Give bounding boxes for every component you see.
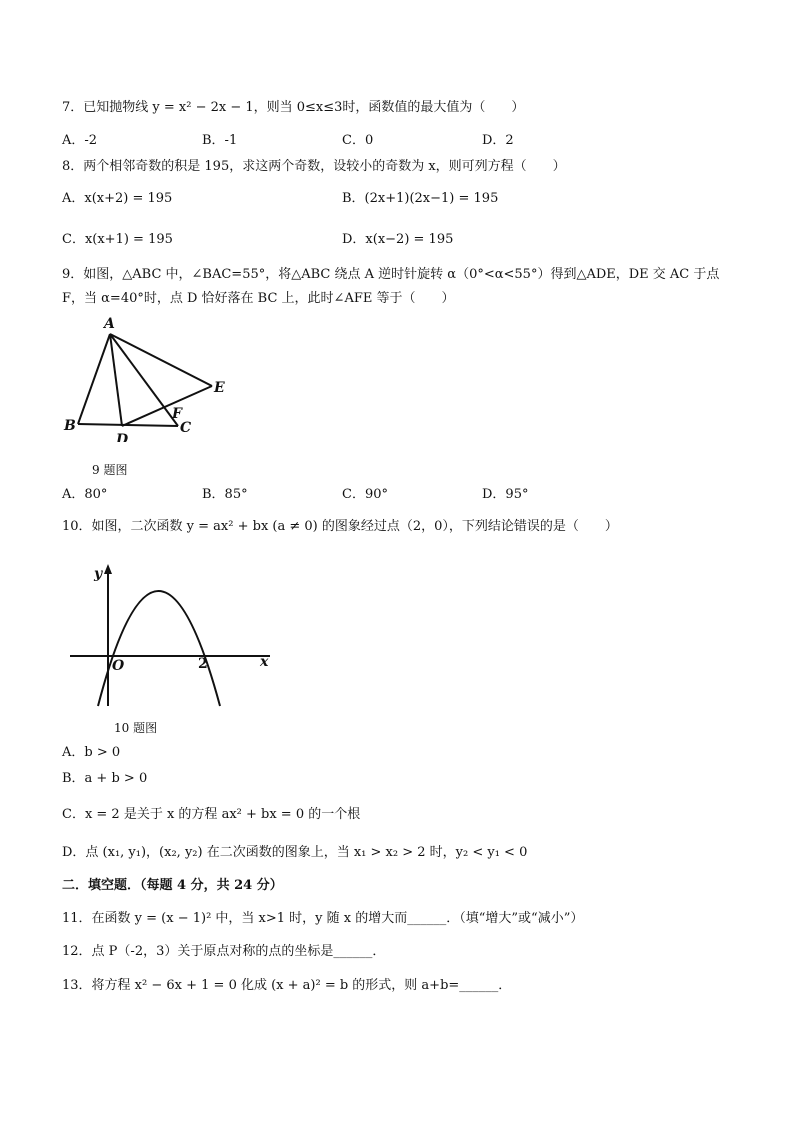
q10-option-b: B．a + b > 0 xyxy=(62,771,148,786)
q10-parabola-figure xyxy=(62,556,282,716)
q10-label-y: y xyxy=(94,566,103,582)
q9-label-b: B xyxy=(64,418,76,434)
q10-figure-caption: 10 题图 xyxy=(114,721,158,735)
question-7-stem: 7．已知抛物线 y = x² − 2x − 1，则当 0≤x≤3时，函数值的最大值为（ ） xyxy=(62,100,525,115)
q7-option-d: D．2 xyxy=(482,133,514,148)
q8-option-a: A．x(x+2) = 195 xyxy=(62,191,173,206)
section-2-title: 二．填空题．（每题 4 分，共 24 分） xyxy=(62,878,283,893)
q9-figure-caption: 9 题图 xyxy=(92,463,128,477)
q10-label-x: x xyxy=(260,654,269,670)
question-8-stem: 8．两个相邻奇数的积是 195，求这两个奇数，设较小的奇数为 x，则可列方程（ ） xyxy=(62,159,566,174)
q9-option-b: B．85° xyxy=(202,487,248,502)
q7-option-a: A．-2 xyxy=(62,133,98,148)
question-9-stem-line2: F，当 α=40°时，点 D 恰好落在 BC 上，此时∠AFE 等于（ ） xyxy=(62,291,455,306)
q9-label-c: C xyxy=(180,420,192,436)
q9-label-a: A xyxy=(104,316,115,332)
q10-option-a: A．b > 0 xyxy=(62,745,121,760)
question-13-stem: 13．将方程 x² − 6x + 1 = 0 化成 (x + a)² = b 的形式，则 a+b=______． xyxy=(62,978,512,993)
q9-label-d: D xyxy=(116,432,129,442)
q8-option-b: B．(2x+1)(2x−1) = 195 xyxy=(342,191,499,206)
question-11-stem: 11．在函数 y = (x − 1)² 中，当 x>1 时，y 随 x 的增大而______．（填“增大”或“减小”） xyxy=(62,911,584,926)
q9-option-c: C．90° xyxy=(342,487,388,502)
q10-option-c: C．x = 2 是关于 x 的方程 ax² + bx = 0 的一个根 xyxy=(62,807,361,822)
q10-label-root: 2 xyxy=(198,656,208,672)
question-10-stem: 10．如图，二次函数 y = ax² + bx (a ≠ 0) 的图象经过点（2，0），下列结论错误的是（ ） xyxy=(62,519,618,534)
q10-label-origin: O xyxy=(112,658,125,674)
q10-option-d: D．点 (x₁, y₁)，(x₂, y₂) 在二次函数的图象上，当 x₁ > x₂ > 2 时，y₂ < y₁ < 0 xyxy=(62,845,528,860)
q9-label-f: F xyxy=(172,406,182,422)
question-12-stem: 12．点 P（-2，3）关于原点对称的点的坐标是______． xyxy=(62,944,386,959)
q9-triangle-figure xyxy=(60,312,240,442)
q7-option-b: B．-1 xyxy=(202,133,238,148)
q8-option-c: C．x(x+1) = 195 xyxy=(62,232,173,247)
q8-option-d: D．x(x−2) = 195 xyxy=(342,232,454,247)
q7-option-c: C．0 xyxy=(342,133,374,148)
q9-option-a: A．80° xyxy=(62,487,108,502)
q9-option-d: D．95° xyxy=(482,487,529,502)
question-9-stem-line1: 9．如图，△ABC 中，∠BAC=55°，将△ABC 绕点 A 逆时针旋转 α（0°<α<55°）得到△ADE，DE 交 AC 于点 xyxy=(62,267,720,282)
q9-label-e: E xyxy=(214,380,225,396)
